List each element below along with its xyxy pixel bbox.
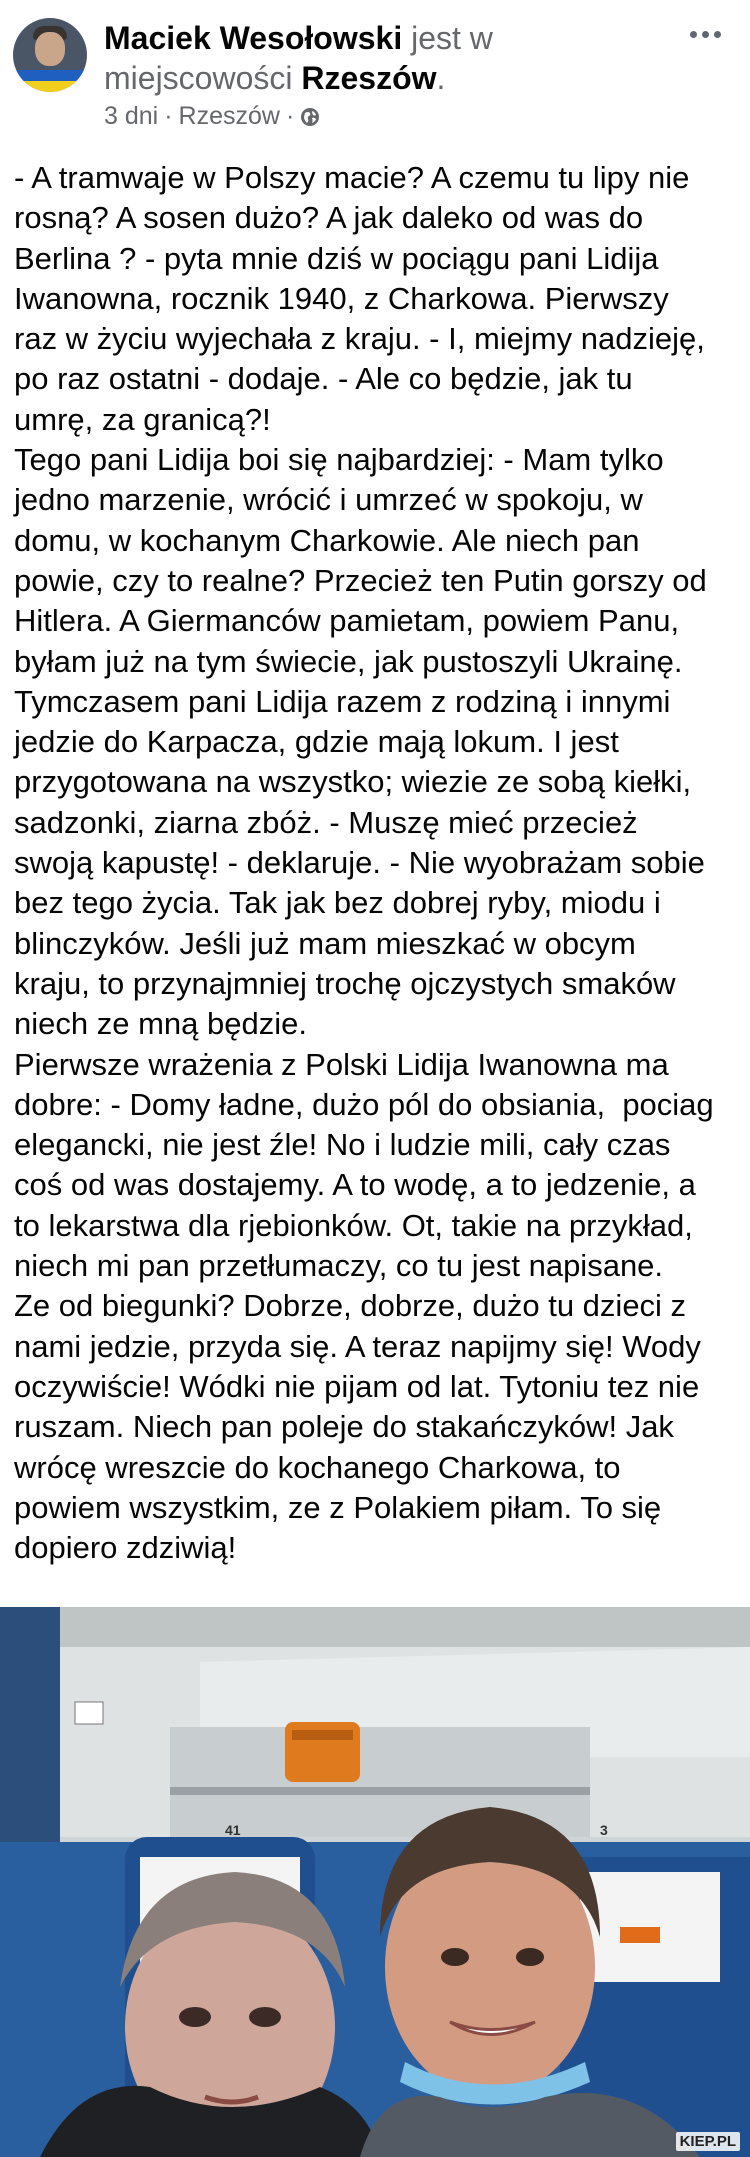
globe-icon[interactable]: [300, 107, 320, 127]
flag-stripe-yellow: [13, 81, 87, 92]
dot: [690, 31, 697, 38]
watermark: KIEP.PL: [676, 2132, 740, 2151]
avatar[interactable]: [13, 18, 87, 92]
checkin-suffix: .: [436, 60, 446, 96]
meta-separator: ·: [285, 102, 295, 130]
dot: [702, 31, 709, 38]
post-meta: [104, 102, 320, 131]
author-name[interactable]: Maciek Wesołowski: [104, 20, 403, 56]
meta-separator: ·: [164, 102, 173, 130]
avatar-face: [35, 32, 65, 66]
checkin-text: jest w miejscowości: [104, 20, 493, 96]
seat-number-left: 41: [225, 1822, 241, 1838]
checkin-location[interactable]: Rzeszów: [301, 60, 437, 96]
seat-number-right: 3: [600, 1822, 608, 1838]
post-timestamp[interactable]: 3 dni: [104, 102, 159, 130]
flag-stripe-blue: [13, 70, 87, 81]
post-header: [0, 0, 750, 135]
train-selfie-image: [0, 1607, 750, 2157]
post-place[interactable]: Rzeszów: [178, 102, 280, 130]
dot: [714, 31, 721, 38]
more-options-icon[interactable]: [683, 20, 727, 48]
post-text: - A tramwaje w Polszy macie? A czemu tu lipy nie rosną? A sosen dużo? A jak daleko od was do Berlina ? - pyta mnie dziś w pociągu pani Lidija Iwanowna, rocznik 1940, z Charkowa. Pierwszy raz w życiu wyjechała z kraju. - I, miejmy nadzieję, po raz ostatni - dodaje. - Ale co będzie, jak tu umrę, za granicą?! Tego pani Lidija boi się najbardziej: - Mam tylko jedno marzenie, wrócić i umrzeć w spokoju, w domu, w kochanym Charkowie. Ale niech pan powie, czy to realne? Przecież ten Putin gorszy od Hitlera. A Giermanców pamietam, powiem Panu, byłam już na tym świecie, jak pustoszyli Ukrainę. Tymczasem pani Lidija razem z rodziną i innymi jedzie do Karpacza, gdzie mają lokum. I jest przygotowana na wszystko; wiezie ze sobą kiełki, sadzonki, ziarna zbóż. - Muszę mieć przecież swoją kapustę! - deklaruje. - Nie wyobrażam sobie bez tego życia. Tak jak bez dobrej ryby, miodu i blinczyków. Jeśli już mam mieszkać w obcym kraju, to przynajmniej trochę ojczystych smaków niech ze mną będzie. Pierwsze wrażenia z Polski Lidija Iwanowna ma dobre: - Domy ładne, dużo pól do obsiania, pociag elegancki, nie jest źle! No i ludzie mili, cały czas coś od was dostajemy. A to wodę, a to jedzenie, a to lekarstwa dla rjebionków. Ot, takie na przykład, niech mi pan przetłumaczy, co tu jest napisane. Ze od biegunki? Dobrze, dobrze, dużo tu dzieci z nami jedzie, przyda się. A teraz napijmy się! Wody oczywiście! Wódki nie pijam od lat. Tytoniu tez nie ruszam. Niech pan poleje do stakańczyków! Jak wrócę wreszcie do kochanego Charkowa, to powiem wszystkim, ze z Polakiem piłam. To się dopiero zdziwią!: [14, 160, 714, 1566]
post-photo[interactable]: [0, 1607, 750, 2157]
author-line: [104, 18, 664, 98]
